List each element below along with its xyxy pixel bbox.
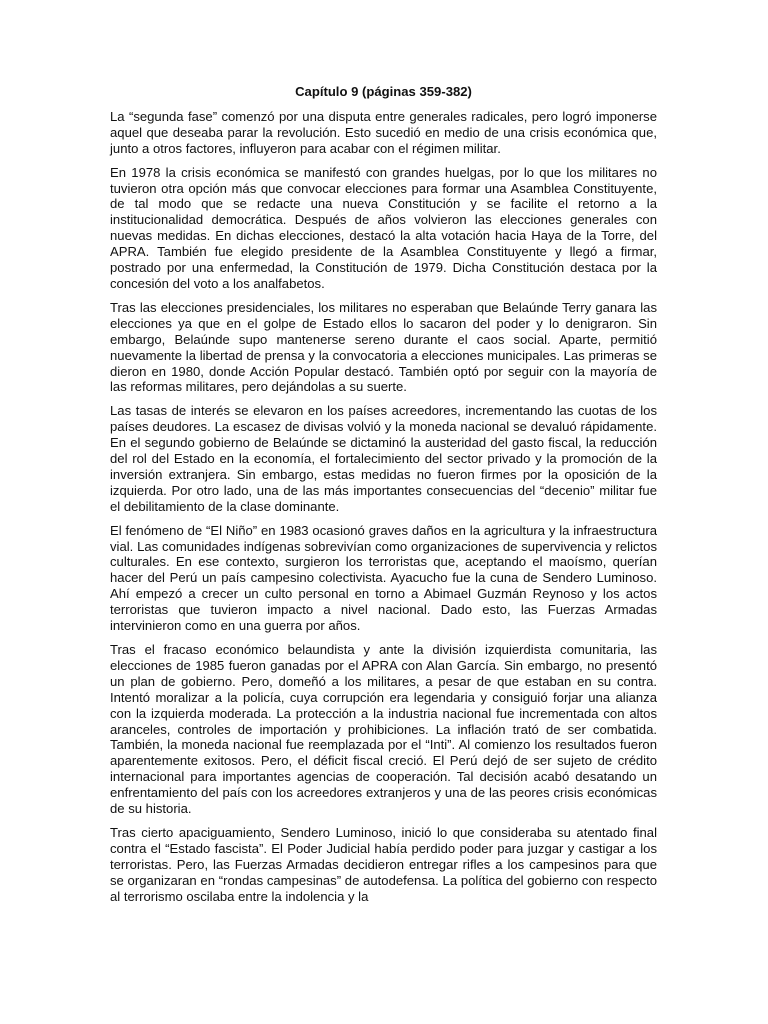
document-page (110, 84, 657, 913)
paragraph-3: Tras las elecciones presidenciales, los militares no esperaban que Belaúnde Terry ganara las elecciones ya que en el golpe de Estado ellos lo sacaron del poder y lo denigraron. Sin embargo, Belaúnde supo mantenerse sereno durante el caos social. Aparte, permitió nuevamente la libertad de prensa y la convocatoria a elecciones municipales. Las primeras se dieron en 1980, donde Acción Popular destacó. También optó por seguir con la mayoría de las reformas militares, pero dejándolas a su suerte. (110, 299, 657, 395)
paragraph-1: La “segunda fase” comenzó por una disputa entre generales radicales, pero logró imponerse aquel que deseaba parar la revolución. Esto sucedió en medio de una crisis económica que, junto a otros factores, influyeron para acabar con el régimen militar. (110, 108, 657, 156)
paragraph-5: El fenómeno de “El Niño” en 1983 ocasionó graves daños en la agricultura y la infraestructura vial. Las comunidades indígenas sobrevivían como organizaciones de supervivencia y relictos culturales. En ese contexto, surgieron los terroristas que, aceptando el maoísmo, querían hacer del Perú un país campesino colectivista. Ayacucho fue la cuna de Sendero Luminoso. Ahí empezó a crecer un culto personal en torno a Abimael Guzmán Reynoso y los actos terroristas que tuvieron impacto a nivel nacional. Dado esto, las Fuerzas Armadas intervinieron como en una guerra por años. (110, 522, 657, 634)
paragraph-6: Tras el fracaso económico belaundista y ante la división izquierdista comunitaria, las elecciones de 1985 fueron ganadas por el APRA con Alan García. Sin embargo, no presentó un plan de gobierno. Pero, domeñó a los militares, a pesar de que estaban en su contra. Intentó moralizar a la policía, cuya corrupción era legendaria y consiguió forjar una alianza con la izquierda moderada. La protección a la industria nacional fue incrementada con altos aranceles, controles de importación y prohibiciones. La inflación trató de ser combatida. También, la moneda nacional fue reemplazada por el “Inti”. Al comienzo los resultados fueron aparentemente exitosos. Pero, el déficit fiscal creció. El Perú dejó de ser sujeto de crédito internacional para importantes agencias de cooperación. Tal decisión acabó desatando un enfrentamiento del país con los acreedores extranjeros y una de las peores crisis económicas de su historia. (110, 642, 657, 817)
chapter-title: Capítulo 9 (páginas 359-382) (295, 84, 472, 99)
paragraph-2: En 1978 la crisis económica se manifestó con grandes huelgas, por lo que los militares no tuvieron otra opción más que convocar elecciones para formar una Asamblea Constituyente, de tal modo que se redacte una nueva Constitución y se facilite el retorno a la institucionalidad democrática. Después de años volvieron las elecciones generales con nuevas medidas. En dichas elecciones, destacó la alta votación hacia Haya de la Torre, del APRA. También fue elegido presidente de la Asamblea Constituyente y llegó a firmar, postrado por una enfermedad, la Constitución de 1979. Dicha Constitución destaca por la concesión del voto a los analfabetos. (110, 164, 657, 291)
paragraph-4: Las tasas de interés se elevaron en los países acreedores, incrementando las cuotas de los países deudores. La escasez de divisas volvió y la moneda nacional se devaluó rápidamente. En el segundo gobierno de Belaúnde se dictaminó la austeridad del gasto fiscal, la reducción del rol del Estado en la economía, el fortalecimiento del sector privado y la promoción de la inversión extranjera. Sin embargo, estas medidas no fueron firmes por la oposición de la izquierda. Por otro lado, una de las más importantes consecuencias del “decenio” militar fue el debilitamiento de la clase dominante. (110, 403, 657, 514)
paragraph-7: Tras cierto apaciguamiento, Sendero Luminoso, inició lo que consideraba su atentado final contra el “Estado fascista”. El Poder Judicial había perdido poder para juzgar y castigar a los terroristas. Pero, las Fuerzas Armadas decidieron entregar rifles a los campesinos para que se organizaran en “rondas campesinas” de autodefensa. La política del gobierno con respecto al terrorismo oscilaba entre la indolencia y la (110, 824, 657, 904)
